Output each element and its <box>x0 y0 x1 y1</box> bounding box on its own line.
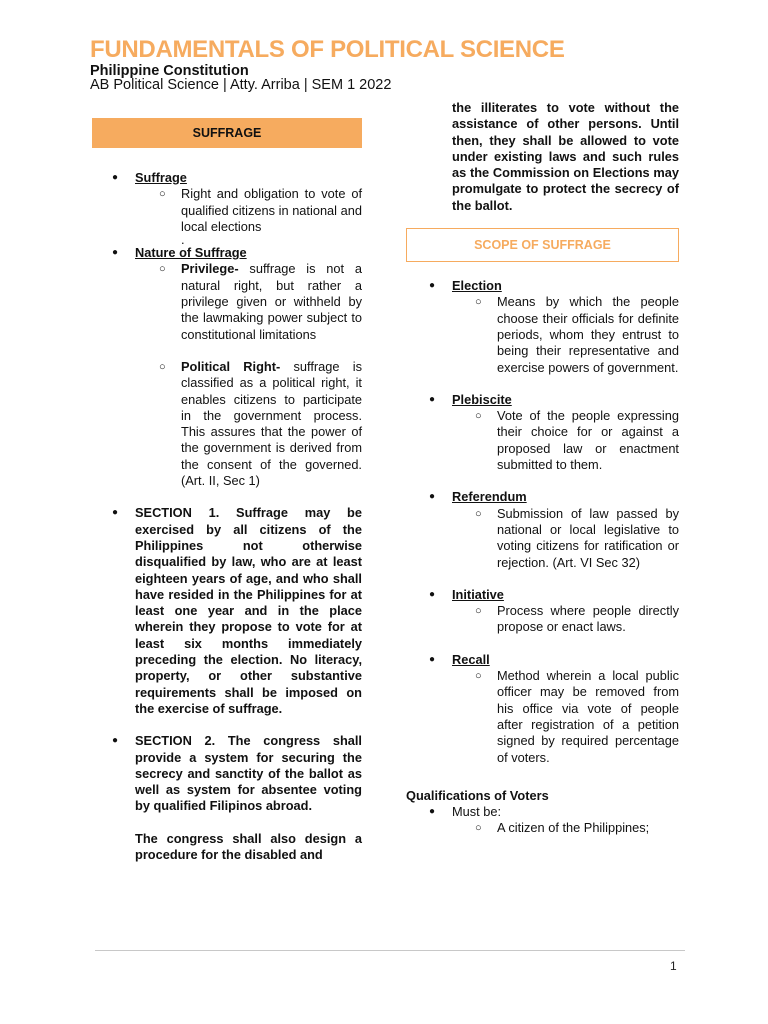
political-right-item <box>181 359 362 489</box>
political-right-text: suffrage is classified as a political right, it enables citizens to participate in the government process. This assures that the power of the government is derived from the consent of the governed.(Art. II, Sec 1) <box>181 358 362 489</box>
footer-divider <box>95 950 685 951</box>
document-title: FUNDAMENTALS OF POLITICAL SCIENCE <box>90 36 565 63</box>
referendum-definition: ○ Submission of law passed by national or local legislative to voting citizens for ratification or rejection. (Art. VI Sec 32) <box>497 506 679 571</box>
must-be-item: ● Must be: <box>452 804 679 820</box>
political-right-label: Political Right- <box>181 358 281 374</box>
bullet-initiative-heading: ● Initiative <box>452 587 679 603</box>
page-number: 1 <box>670 959 677 973</box>
bullet-plebiscite-heading: ● Plebiscite <box>452 392 679 408</box>
document-subtitle: Philippine Constitution <box>90 63 249 79</box>
document-meta: AB Political Science | Atty. Arriba | SEM 1 2022 <box>90 77 392 93</box>
privilege-text: suffrage is not a natural right, but rather a privilege given or withheld by the lawmaking power subject to constitutional limitations <box>181 261 362 342</box>
bullet-recall-heading: ● Recall <box>452 652 679 668</box>
bullet-referendum-heading: ● Referendum <box>452 489 679 505</box>
initiative-definition: ○ Process where people directly propose or enact laws. <box>497 603 679 636</box>
section-2-paragraph: ● SECTION 2. The congress shall provide a system for securing the secrecy and sanctity of the ballot as well as system for absentee voting by qualified Filipinos abroad. <box>135 733 362 814</box>
privilege-item <box>181 261 362 342</box>
section-header-suffrage: SUFFRAGE <box>92 118 362 148</box>
section-1-paragraph: ● SECTION 1. Suffrage may be exercised by all citizens of the Philippines not otherwise disqualified by law, who are at least eighteen years of age, and who shall have resided in the Philippines for at least one year and in the place wherein they propose to vote for at least six months immediately preceding the election. No literacy, property, or other substantive requirements shall be imposed on the exercise of suffrage. <box>135 505 362 717</box>
section-2-continued-text: the illiterates to vote without the assistance of other persons. Until then, they shall be allowed to vote under existing laws and such rules as the Commission on Elections may promulgate to protect the secrecy of the ballot. <box>452 100 679 213</box>
qualifications-heading: Qualifications of Voters <box>406 787 549 803</box>
bullet-nature-heading: ● Nature of Suffrage <box>135 245 362 261</box>
election-definition: ○ Means by which the people choose their officials for definite periods, whom they entrust to being their representative and exercise powers of government. <box>497 294 679 375</box>
right-column <box>406 100 679 837</box>
recall-definition: ○ Method wherein a local public officer may be removed from his office via vote of people after registration of a petition signed by required percentage of voters. <box>497 668 679 766</box>
bullet-suffrage-heading: ● Suffrage <box>135 170 362 186</box>
bullet-election-heading: ● Election <box>452 278 679 294</box>
privilege-label: Privilege- <box>181 261 239 277</box>
section-header-scope: SCOPE OF SUFFRAGE <box>406 228 679 262</box>
suffrage-definition: ○ Right and obligation to vote of qualified citizens in national and local elections <box>181 186 362 235</box>
left-column <box>92 118 362 863</box>
section-2-continuation: The congress shall also design a procedure for the disabled and <box>135 830 362 862</box>
citizen-requirement: ○ A citizen of the Philippines; <box>497 820 679 836</box>
stray-mark: . <box>181 232 185 248</box>
plebiscite-definition: ○ Vote of the people expressing their choice for or against a proposed law or enactment submitted to them. <box>497 408 679 473</box>
